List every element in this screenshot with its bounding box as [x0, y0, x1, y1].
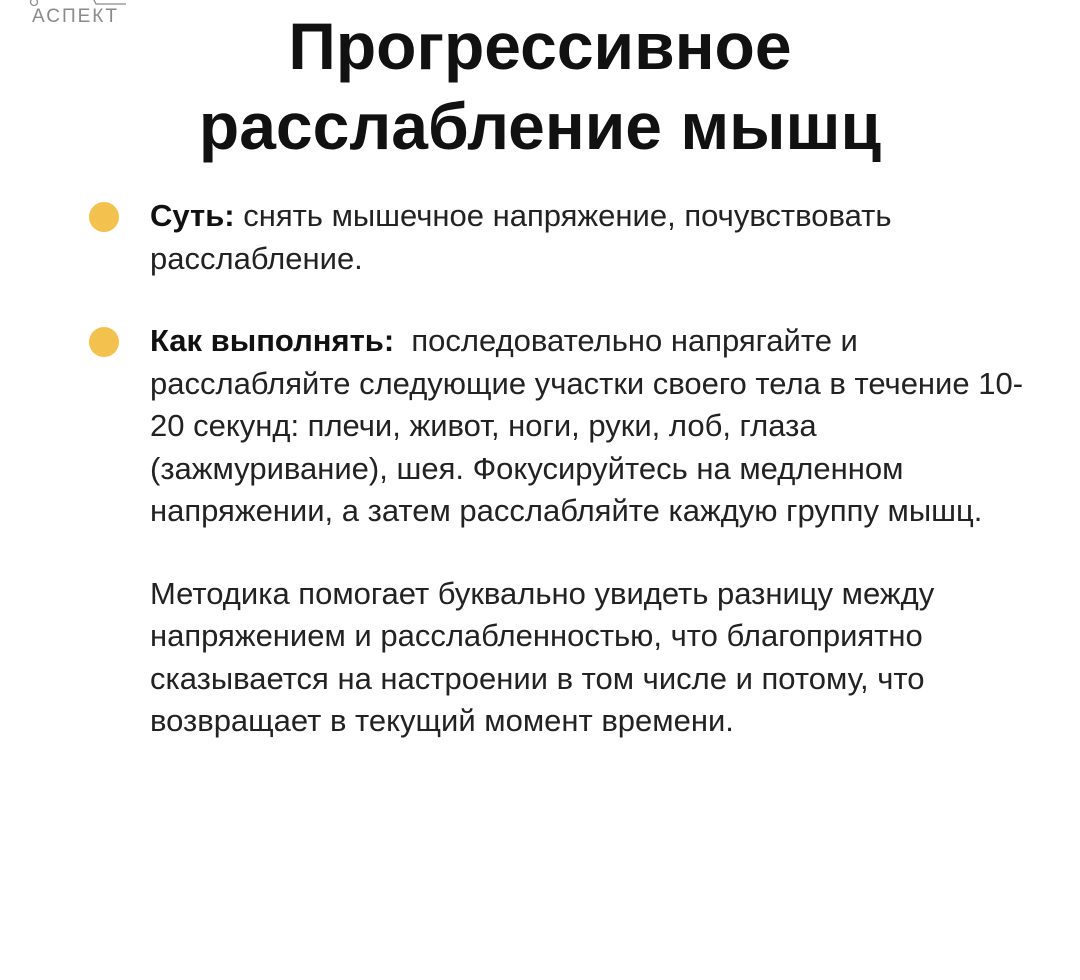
list-item-how-to [150, 320, 1030, 743]
content [150, 195, 1030, 783]
item-label: Суть: [150, 198, 235, 233]
list-item-essence [150, 195, 1030, 280]
page-title [0, 6, 1080, 166]
item-text: снять мышечное напряжение, почувствовать расслабление. [150, 198, 892, 276]
bullet-dot [89, 327, 119, 357]
title-line-2: расслабление мышц [198, 89, 882, 163]
item-paragraph [150, 320, 1030, 533]
item-paragraph [150, 195, 1030, 280]
title-line-1: Прогрессивное [288, 9, 792, 83]
item-label: Как выполнять: [150, 323, 395, 358]
note-paragraph: Методика помогает буквально увидеть разницу между напряжением и расслабленностью, что благоприятно сказывается на настроении в том числе и потому, что возвращает в текущий момент времени. [150, 575, 935, 738]
logo-text: АСПЕКТ [32, 6, 119, 27]
bullet-dot [89, 202, 119, 232]
item-text: последовательно напрягайте и расслабляйте следующие участки своего тела в течение 10-20 секунд: плечи, живот, ноги, руки, лоб, глаза (зажмуривание), шея. Фокусируйтесь на медленном напряжении, а затем расслабляйте каждую группу мышц. [150, 323, 1024, 528]
